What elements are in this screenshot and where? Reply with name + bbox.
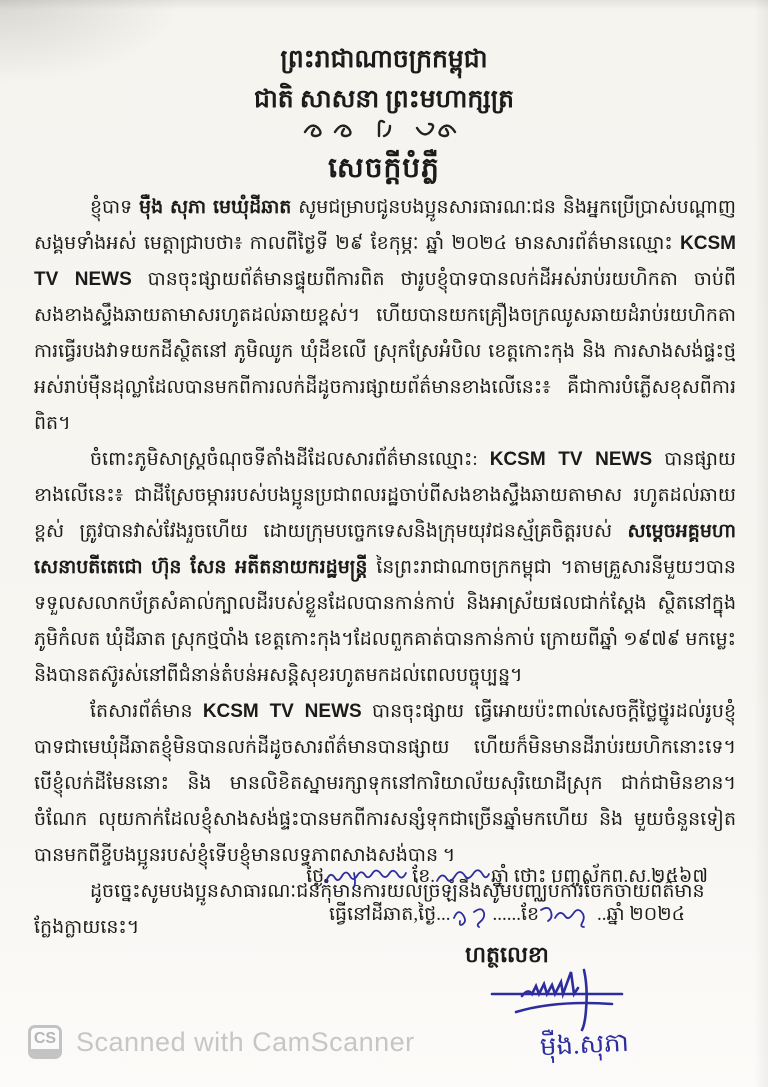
- paragraph: តែសារព័ត៌មាន KCSM TV NEWS បានចុះផ្សាយ ធ្វើអោយប៉ះពាល់សេចក្តីថ្លៃថ្នូរដល់រូបខ្ញុំបាទជាមេឃុំដីឆាតខ្ញុំមិនបានលក់ដីដូចសារព័ត៌មានបានផ្សាយ ហើយក៏មិនមានដីរាប់រយហិកនោះទេ។ បើខ្ញុំលក់ដីមែននោះ និង មានលិខិតស្នាមរក្សាទុកនៅការិយាល័យសុរិយោដីស្រុក ជាក់ជាមិនខាន។ ចំណែក លុយកាក់ដែលខ្ញុំសាងសង់ផ្ទះបានមកពីការសន្សំទុកជាច្រើនឆ្នាំមកហើយ និង មួយចំនួនទៀតបានមកពីខ្ចីបងប្អូនរបស់ខ្ញុំទើបខ្ញុំមានលទ្ធភាពសាងសង់បាន ។: [34, 701, 737, 866]
- lunar-date-line: [272, 858, 742, 896]
- handwritten-day-number: [450, 904, 492, 925]
- paragraph: ដូចច្នេះសូមបងប្អូនសាធារណៈជនកុំមានការយល់ច្រឡំនឹងសូមបញ្ឈប់ការចែកចាយព័ត៌មានក្លែងក្លាយនេះ។: [34, 881, 705, 938]
- lunar-year-text: ឆ្នាំ ថោះ បញ្ចស័កព.ស.២៥៦៧: [491, 866, 708, 887]
- paragraphs: [34, 190, 736, 946]
- solar-year-text: ..ឆ្នាំ ២០២៤: [597, 904, 686, 925]
- camscanner-watermark: [28, 1022, 415, 1062]
- camscanner-text: Scanned with CamScanner: [76, 1026, 415, 1057]
- handwritten-month-name: [539, 904, 597, 925]
- day-label: ថ្ងៃ: [306, 866, 325, 887]
- camscanner-logo-icon: CS: [28, 1025, 62, 1059]
- ornament-divider-icon: [0, 118, 768, 145]
- handwritten-lunar-day: [324, 866, 412, 887]
- solar-date-line: [272, 896, 742, 934]
- paragraph: ចំពោះភូមិសាស្រ្តចំណុចទីតាំងដីដែលសារព័ត៌មានឈ្មោះ: KCSM TV NEWS បានផ្សាយខាងលើនេះ៖ ជាដីស្រែចម្ការរបស់បងប្អូនប្រជាពលរដ្ឋចាប់ពីសងខាងស្ទឹងឆាយតាមាស រហូតដល់ឆាយខ្ពស់ ត្រូវបានវាស់វែងរួចហើយ ដោយក្រុមបច្ចេកទេសនិងក្រុមយុវជនស្ម័គ្រចិត្តរបស់ សម្តេចអគ្គមហាសេនាបតីតេជោ ហ៊ុន សែន អតីតនាយករដ្ឋមន្ត្រី នៃព្រះរាជាណាចក្រកម្ពុជា ។តាមគ្រួសារនីមួយៗបានទទួលសលាកប័ត្រសំគាល់ក្បាលដីរបស់ខ្លួនដែលបានកាន់កាប់ និងអាស្រ័យផលជាក់ស្តែង ស្ថិតនៅក្នុងភូមិកំលត ឃុំដីឆាត ស្រុកថ្មបាំង ខេត្តកោះកុង។ដែលពួកគាត់បានកាន់កាប់ ក្រោយពីឆ្នាំ ១៩៧៩ មកម្លេះនិងបានតស៊ូរស់នៅពីជំនាន់តំបន់អសន្តិសុខរហូតមកដល់ពេលបច្ចុប្បន្ន។: [34, 449, 736, 686]
- month-label-2: ......ខែ: [492, 904, 540, 925]
- signature-label: ហត្ថលេខា: [465, 942, 549, 967]
- paragraph: ខ្ញុំបាទ ម៉ឺង សុភា មេឃុំដីឆាត សូមជម្រាបជូនបងប្អូនសារធារណៈជន និងអ្នកប្រើប្រាស់បណ្ដាញសង្គមទាំងអស់ មេត្តាជ្រាបថា៖ កាលពីថ្ងៃទី ២៩ ខែកុម្ភៈ ឆ្នាំ ២០២៤ មានសារព័ត៌មានឈ្មោះ KCSM TV NEWS បានចុះផ្សាយព័ត៌មានផ្ទុយពីការពិត ថារូបខ្ញុំបាទបានលក់ដីអស់រាប់រយហិកតា ចាប់ពីសងខាងស្ទឹងឆាយតាមាសរហូតដល់ឆាយខ្ពស់។ ហើយបានយកគ្រឿងចក្រឈូសឆាយដំរាប់រយហិកតាការធ្វើរបងវាទយកដីស្ថិតនៅ ភូមិឈូក ឃុំដីខលើ ស្រុកស្រែអំបិល ខេត្តកោះកុង និង ការសាងសង់ផ្ទះថ្មអស់រាប់ម៉ឺនដុល្លាដែលបានមកពីការលក់ដីដូចការផ្សាយព័ត៌មានខាងលើនេះ៖ គឺជាការបំភ្លើសខុសពីការពិត។: [34, 197, 736, 434]
- document-title: សេចក្តីបំភ្លឺ: [328, 153, 440, 184]
- handwritten-lunar-month: [435, 866, 491, 887]
- month-label: ខែ.: [412, 866, 436, 887]
- place-day-label: ធ្វើនៅដីឆាត,ថ្ងៃ...: [328, 904, 451, 925]
- kingdom-title: ព្រះរាជាណាចក្រកម្ពុជា: [280, 46, 488, 73]
- date-signature-block: [272, 858, 742, 974]
- handwritten-signatory-name: ម៉ឺង.សុភា: [539, 1027, 630, 1062]
- national-motto: ជាតិ សាសនា ព្រះមហាក្សត្រ: [253, 86, 515, 113]
